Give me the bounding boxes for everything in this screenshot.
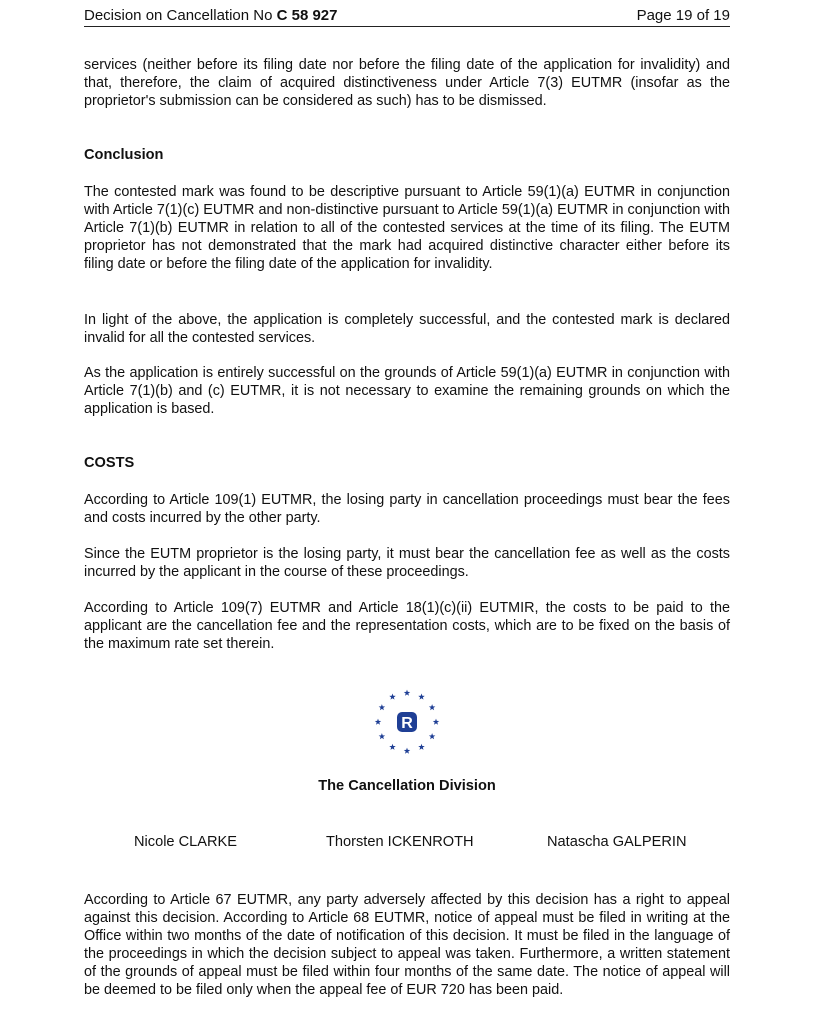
paragraph-losing-party: Since the EUTM proprietor is the losing party, it must bear the cancellation fee as well as the costs incurred by the applicant in the course of these proceedings. [84,546,730,580]
star-icon [379,704,385,710]
decision-reference [84,7,338,24]
star-icon [389,693,395,699]
page-header [84,2,730,27]
page-number: Page 19 of 19 [636,7,730,24]
decision-number: C 58 927 [276,7,338,24]
paragraph-appeal: According to Article 67 EUTMR, any party adversely affected by this decision has a right to appeal against this decision. According to Article 68 EUTMR, notice of appeal must be filed in writing at the Office within two months of the date of notification of this decision. It must be filed in the language of the proceedings in which the decision subject to appeal was taken. Furthermore, a written statement of the grounds of appeal must be filed within four months of the same date. The notice of appeal will be deemed to be filed only when the appeal fee of EUR 720 has been paid. [84,892,730,998]
paragraph-conclusion: The contested mark was found to be descriptive pursuant to Article 59(1)(a) EUTMR in conjunction with Article 7(1)(c) EUTMR and non-distinctive pursuant to Article 59(1)(a) EUTMR in conjunction with Article 7(1)(b) EUTMR in relation to all of the contested services at the time of its filing. The EUTM proprietor has not demonstrated that the mark had acquired distinctive character either before its filing date or before the filing date of the application for invalidity. [84,184,730,272]
conclusion-heading: Conclusion [84,147,164,163]
signatory-3: Natascha GALPERIN [547,834,687,850]
star-icon [404,690,410,696]
star-icon [404,748,410,754]
star-icon [389,744,395,750]
euipo-logo [371,686,443,758]
star-icon [375,719,381,725]
costs-heading: COSTS [84,455,135,471]
paragraph-costs-rule: According to Article 109(1) EUTMR, the losing party in cancellation proceedings must bear the fees and costs incurred by the other party. [84,492,730,526]
star-icon [429,704,435,710]
star-icon [379,733,385,739]
star-icon [433,719,439,725]
division-name: The Cancellation Division [318,778,496,794]
star-icon [418,744,424,750]
signatory-2: Thorsten ICKENROTH [326,834,474,850]
star-icon [429,733,435,739]
paragraph-acquired-distinctiveness: services (neither before its filing date nor before the filing date of the application for invalidity) and that, therefore, the claim of acquired distinctiveness under Article 7(3) EUTMR (insofar as the proprietor's submission can be considered as such) has to be dismissed. [84,57,730,109]
paragraph-remaining-grounds: As the application is entirely successful on the grounds of Article 59(1)(a) EUTMR in conjunction with Article 7(1)(b) and (c) EUTMR, it is not necessary to examine the remaining grounds on which the application is based. [84,365,730,417]
paragraph-application-successful: In light of the above, the application is completely successful, and the contested mark is declared invalid for all the contested services. [84,312,730,346]
signatory-1: Nicole CLARKE [134,834,238,850]
logo-letter: R [401,715,413,732]
decision-prefix: Decision on Cancellation No [84,7,273,24]
paragraph-costs-amount: According to Article 109(7) EUTMR and Article 18(1)(c)(ii) EUTMIR, the costs to be paid to the applicant are the cancellation fee and the representation costs, which are to be fixed on the basis of the maximum rate set therein. [84,600,730,652]
star-icon [418,693,424,699]
